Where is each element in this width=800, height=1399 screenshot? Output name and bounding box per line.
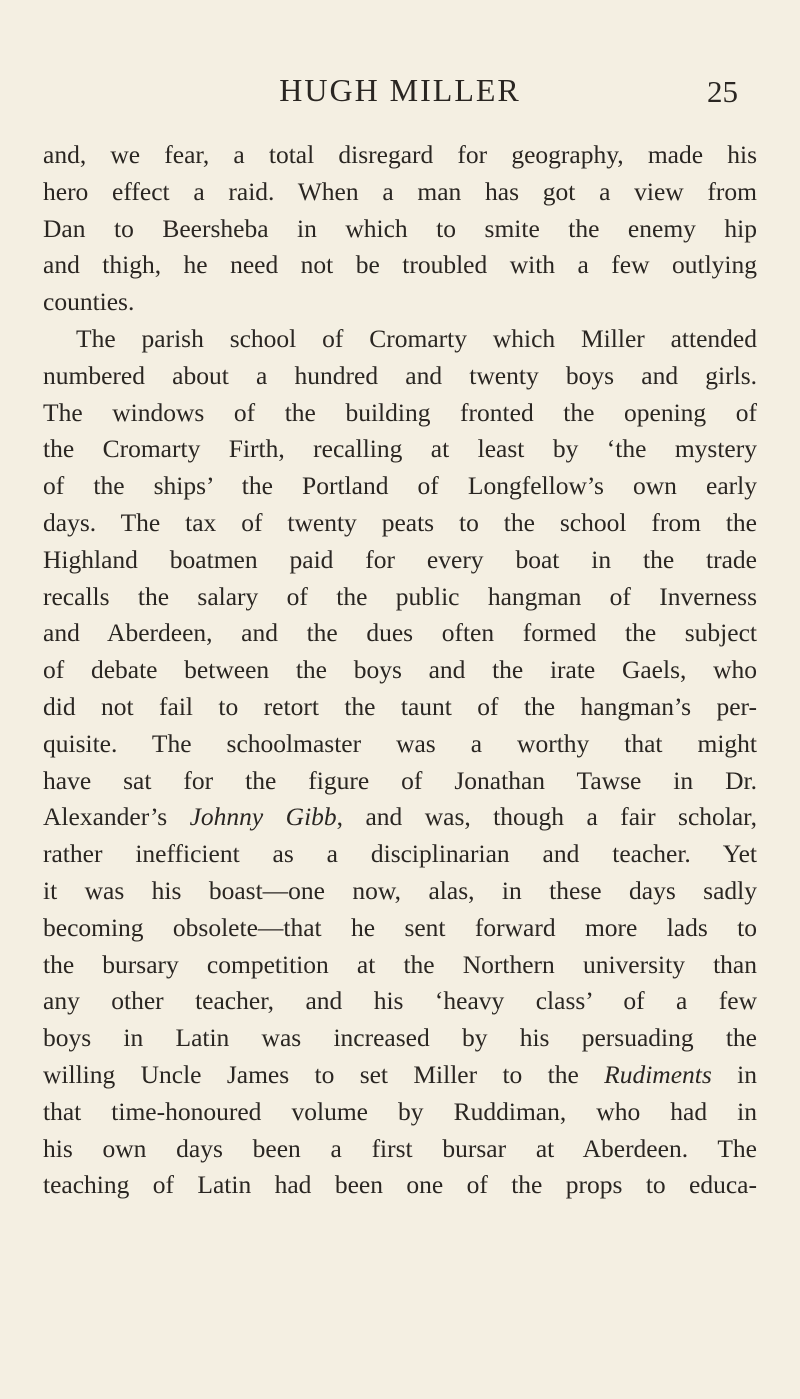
- text-line: becoming obsolete—that he sent forward more lads to: [43, 912, 757, 942]
- text-line: [43, 1057, 757, 1094]
- text-line: counties.: [43, 287, 135, 317]
- text-line: Highland boatmen paid for every boat in the trade: [43, 544, 757, 574]
- running-title: HUGH MILLER: [279, 72, 521, 108]
- text-line: the bursary competition at the Northern university than: [43, 949, 757, 979]
- text-line: of debate between the boys and the irate Gaels, who: [43, 655, 757, 685]
- text-line: boys in Latin was increased by his persuading the: [43, 1023, 757, 1053]
- text-line: have sat for the figure of Jonathan Tawse in Dr.: [43, 765, 757, 795]
- italic-title-rudiments: Rudiments: [604, 1059, 712, 1089]
- text-line: that time-honoured volume by Ruddiman, who had in: [43, 1096, 757, 1126]
- text-line: of the ships’ the Portland of Longfellow’s own early: [43, 471, 757, 501]
- text-line: did not fail to retort the taunt of the hangman’s per-: [43, 691, 757, 721]
- text-line: Dan to Beersheba in which to smite the enemy hip: [43, 213, 757, 243]
- text-line: teaching of Latin had been one of the props to educa-: [43, 1170, 757, 1200]
- text-line: rather inefficient as a disciplinarian and teacher. Yet: [43, 839, 757, 869]
- body-text: [43, 137, 757, 1204]
- text-line: The parish school of Cromarty which Miller attended: [76, 323, 757, 353]
- text-line: and, we fear, a total disregard for geography, made his: [43, 140, 757, 169]
- text-line: days. The tax of twenty peats to the school from the: [43, 507, 757, 537]
- text-run: willing Uncle James to set Miller to the: [43, 1059, 605, 1089]
- page-number: 25: [707, 74, 738, 109]
- text-run: , and was, though a fair scholar,: [336, 802, 758, 832]
- text-line: and thigh, he need not be troubled with a few outlying: [43, 250, 757, 280]
- text-line: The windows of the building fronted the opening of: [43, 397, 757, 427]
- text-line: numbered about a hundred and twenty boys and girls.: [43, 360, 757, 390]
- text-line: [43, 799, 757, 836]
- running-head: [0, 70, 800, 120]
- text-line: the Cromarty Firth, recalling at least by ‘the mystery: [43, 434, 757, 464]
- text-line: and Aberdeen, and the dues often formed the subject: [43, 618, 757, 648]
- text-run: Alexander’s: [43, 802, 190, 832]
- text-line: quisite. The schoolmaster was a worthy that might: [43, 728, 757, 758]
- text-line: any other teacher, and his ‘heavy class’ of a few: [43, 986, 757, 1016]
- text-line: recalls the salary of the public hangman of Inverness: [43, 581, 757, 611]
- text-line: it was his boast—one now, alas, in these days sadly: [43, 875, 757, 905]
- text-run: in: [711, 1059, 757, 1089]
- text-line: hero effect a raid. When a man has got a view from: [43, 176, 757, 206]
- text-line: his own days been a first bursar at Aberdeen. The: [43, 1133, 757, 1163]
- italic-title-johnny-gibb: Johnny Gibb: [189, 802, 337, 832]
